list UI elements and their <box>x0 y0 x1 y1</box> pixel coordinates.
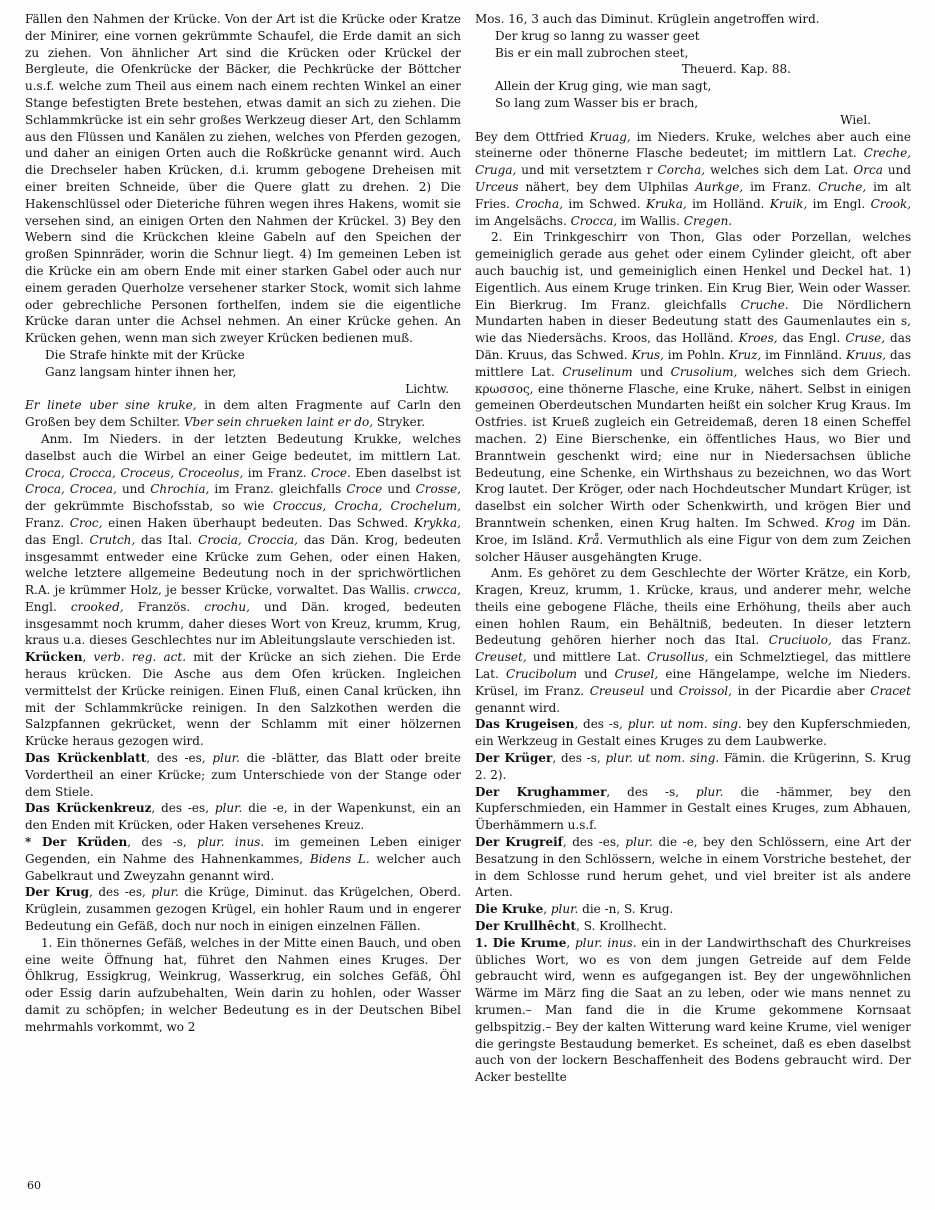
verse-line: Ganz langsam hinter ihnen her, <box>45 364 237 379</box>
verse-line: Allein der Krug ging, wie man sagt, <box>495 79 712 94</box>
attribution-lichtw: Lichtw. <box>405 381 449 396</box>
entry-krueden: * Der Krüden, des -s, plur. inus. im gemeinen Leben einiger Gegenden, ein Nahme des Hahnenkammes, Bidens L. welcher auch Gabelkraut und Zweyzahn genannt wird. <box>25 835 461 883</box>
attribution-wieland: Wiel. <box>840 112 871 127</box>
entry-krueckenblatt: Das Krückenblatt, des -es, plur. die -blätter, das Blatt oder breite Vordertheil an einer Krücke; zum Unterschiede von der Stange oder dem Stiele. <box>25 751 461 799</box>
entry-krugreif: Der Krugreif, des -es, plur. die -e, bey den Schlössern, eine Art der Besatzung in den Schlössern, welche in einem Vorstriche bestehet, der in dem Schlosse rund herum gehet, und viel breiter ist als andere Arten. <box>475 835 912 900</box>
entry-kruke: Die Kruke, plur. die -n, S. Krug. <box>475 902 674 917</box>
entry-krueger: Der Krüger, des -s, plur. ut nom. sing. Fämin. die Krügerinn, S. Krug 2. 2). <box>475 751 911 782</box>
entry-krueckenkreuz: Das Krückenkreuz, des -es, plur. die -e, in der Wapenkunst, ein an den Enden mit Krücken, oder Haken versehenes Kreuz. <box>25 801 461 833</box>
entry-krughammer: Der Krughammer, des -s, plur. die -hämmer, bey den Kupferschmieden, ein Hammer in Gestalt eines Kruges, zum Abhauen, Überhämmern u.s.f. <box>475 784 911 833</box>
entry-krume: 1. Die Krume, plur. inus. ein in der Landwirthschaft des Churkreises übliches Wort, wo es von dem jungen Getreide auf dem Felde gebraucht wird, wenn es aufgegangen ist. Bey der ungewöhnlichen Wärme im März fing die Saat an zu leben, oder wie mans nennet zu krumen.– Man fand die in die Krume gekommene Kornsaat gelbspitzig.– Bey der kalten Witterung ward keine Krume, viel weniger die geringste Bestaudung bemerket. Es scheinet, daß es eben daselbst auch von der lockern Beschaffenheit des Bodens gebraucht wird. Der Acker bestellte <box>475 935 912 1085</box>
paragraph-krug-sense-2: 2. Ein Trinkgeschirr von Thon, Glas oder Porzellan, welches gemeiniglich gerade aus gehet oder einem Cylinder gleicht, oft aber auch bauchig ist, und gemeiniglich einen Henkel und Deckel hat. 1) Eigentlich. Aus einem Kruge trinken. Ein Krug Bier, Wein oder Wasser. Ein Bierkrug. Im Franz. gleichfalls Cruche. Die Nördlichern Mundarten haben in dieser Bedeutung statt des Gaumenlautes ein s, wie das Niedersächs. Kroos, das Holländ. Kroes, das Engl. Cruse, das Dän. Kruus, das Schwed. Krus, im Pohln. Kruz, im Finnländ. Kruus, das mittlere Lat. Cruselinum und Crusolium, welches sich dem Griech. κρωσσος, eine thönerne Flasche, eine Kruke, nähert. Selbst in einigen gemeinen Oberdeutschen Mundarten heißt ein solcher Krug Kraus. Im Ostfries. ist Krueß zugleich ein Getreidemaß, deren 18 einen Scheffel machen. 2) Eine Bierschenke, ein öffentliches Haus, wo Bier und Branntwein geschenkt wird; eine nur in Niedersachsen übliche Bedeutung, eine Schenke, ein Wirthshaus zu bezeichnen, wo das Wort Krog lautet. Der Kröger, oder nach Hochdeutscher Mundart Krüger, ist daselbst ein solcher Wirth oder Schenkwirth, und krögen Bier und Branntwein schenken, einen Krug halten. Im Schwed. Krog im Dän. Kroe, im Isländ. Krå. Vermuthlich als eine Figur von dem zum Zeichen solcher Häuser ausgehängten Kruge. <box>475 230 912 564</box>
paragraph-krug-sense-1: 1. Ein thönernes Gefäß, welches in der Mitte einen Bauch, und oben eine weite Öffnung hat, führet den Nahmen eines Kruges. Der Öhlkrug, Essigkrug, Weinkrug, Wasserkrug, ein solches Gefäß, Öhl oder Essig darin aufzubehalten, Wein darin zu hohlen, oder Wasser damit zu schöpfen; in welcher Bedeutung es in der Deutschen Bibel mehrmahls vorkommt, wo 2 <box>25 935 461 1034</box>
entry-krug: Der Krug, des -es, plur. die Krüge, Diminut. das Krügelchen, Oberd. Krüglein, zusammen gezogen Krügel, ein hohler Raum und in engerer Bedeutung ein Gefäß, doch nur noch in einigen einzelnen Fällen. <box>25 885 462 934</box>
paragraph-anmerkung-krug: Anm. Es gehöret zu dem Geschlechte der Wörter Krätze, ein Korb, Kragen, Kreuz, krumm, 1. Krücke, kraus, und anderer mehr, welche theils eine gebogene Fläche, theils eine Erhöhung, theils aber auch einen hohlen Raum, ein Behältniß, bedeuten. In dieser letztern Bedeutung gehören hierher noch das Ital. Cruciuolo, das Franz. Creuset, und mittlere Lat. Crusollus, ein Schmelztiegel, das mittlere Lat. Crucibolum und Crusel, eine Hängelampe, welche im Nieders. Krüsel, im Franz. Creuseul und Croissol, in der Picardie aber Cracet genannt wird. <box>475 566 911 715</box>
paragraph-krug-etymology: Bey dem Ottfried Kruag, im Nieders. Kruke, welches aber auch eine steinerne oder thönerne Flasche bedeutet; im mittlern Lat. Creche, Cruga, und mit versetztem r Corcha, welches sich dem Lat. Orca und Urceus nähert, bey dem Ulphilas Aurkge, im Franz. Cruche, im alt Fries. Crocha, im Schwed. Kruka, im Holländ. Kruik, im Engl. Crook, im Angelsächs. Crocca, im Wallis. Cregen. <box>475 129 912 228</box>
verse-line: Die Strafe hinkte mit der Krücke <box>45 347 245 362</box>
verse-line: So lang zum Wasser bis er brach, <box>495 95 699 110</box>
attribution-theuerdank: Theuerd. Kap. 88. <box>681 62 791 77</box>
entry-krullhecht: Der Krullhêcht, S. Krollhecht. <box>475 919 667 934</box>
paragraph-quotation-old-german: Er linete uber sine kruke, in dem alten Fragmente auf Carln den Großen bey dem Schilter. Vber sein chrueken laint er do, Stryker. <box>25 398 461 430</box>
entry-krugeisen: Das Krugeisen, des -s, plur. ut nom. sing. bey den Kupferschmieden, ein Werkzeug in Gestalt eines Kruges zu dem Laubwerke. <box>475 717 911 749</box>
paragraph-kruecke-continuation: Fällen den Nahmen der Krücke. Von der Art ist die Krücke oder Kratze der Minirer, eine vornen gekrümmte Schaufel, die Erde damit an sich zu ziehen. Von ähnlicher Art sind die Krücken oder Krückel der Bergleute, die Ofenkrücke der Bäcker, die Pechkrücke der Böttcher u.s.f. welche zum Theil aus einem nach einem rechten Winkel an einer Stange befestigten Brete bestehen, etwas damit an sich zu ziehen. Die Schlammkrücke ist ein sehr großes Werkzeug dieser Art, den Schlamm aus den Flüssen und Kanälen zu ziehen, welches von Pferden gezogen, und daher an einigen Orten auch die Roßkrücke genannt wird. Auch die Drechseler haben Krücken, d.i. krumm gebogene Dreheisen mit einer breiten Schneide, über die Quere glatt zu drehen. 2) Die Hakenschlüssel oder Dieteriche führen wegen ihres Hakens, womit sie versehen sind, an einigen Orten den Nahmen der Krückel. 3) Bey den Webern sind die Krückchen kleine Gabeln auf den Speichen der großen Spinnräder, worin die Schnur liegt. 4) Im gemeinen Leben ist die Krücke ein am obern Ende mit einer starken Gabel oder auch nur einem geraden Querholze versehener starker Stock, womit sich lahme oder gebrechliche Personen forthelfen, indem sie die eigentliche Krücke daran unter die Achsel nehmen. An einer Krücke gehen. An Krücken gehen, wenn man sich zweyer Krücken bedienen muß. <box>25 12 461 346</box>
paragraph-anmerkung-kruecke: Anm. Im Nieders. in der letzten Bedeutung Krukke, welches daselbst auch die Wirbel an einer Geige bedeutet, im mittlern Lat. Croca, Crocca, Croceus, Croceolus, im Franz. Croce. Eben daselbst ist Croca, Crocea, und Chrochia, im Franz. gleichfalls Croce und Crosse, der gekrümmte Bischofsstab, so wie Croccus, Crocha, Crochelum, Franz. Croc, einen Haken überhaupt bedeuten. Das Schwed. Krykka, das Engl. Crutch, das Ital. Crocia, Croccia, das Dän. Krog, bedeuten insgesammt entweder eine Krücke zum Gehen, oder einen Haken, welche letztere allgemeine Bedeutung noch in der sprichwörtlichen R.A. je krümmer Holz, je besser Krücke, vorwaltet. Das Wallis. crwcca, Engl. crooked, Französ. crochu, und Dän. kroged, bedeuten insgesammt noch krumm, daher dieses Wort von Kreuz, krumm, Krug, kraus u.a. dieses Geschlechtes nur im Ableitungslaute verschieden ist. <box>25 431 461 648</box>
left-column <box>25 11 461 1086</box>
verse-line: Bis er ein mall zubrochen steet, <box>495 45 689 60</box>
text-columns <box>25 11 911 1086</box>
verse-line: Der krug so lanng zu wasser geet <box>495 28 700 43</box>
paragraph-krug-continuation: Mos. 16, 3 auch das Diminut. Krüglein angetroffen wird. <box>475 12 820 26</box>
right-column <box>475 11 911 1086</box>
page-number: 60 <box>27 1179 41 1192</box>
entry-kruecken: Krücken, verb. reg. act. mit der Krücke an sich ziehen. Die Erde heraus krücken. Die Asche aus dem Ofen krücken. Ingleichen vermittelst der Krücke reinigen. Einen Fluß, einen Canal krücken, ihn mit der Schlammkrücke reinigen. In den Salzkothen werden die Salzpfannen gekrücket, wenn der Schlamm mit einer hölzernen Krücke heraus gezogen wird. <box>25 650 461 749</box>
